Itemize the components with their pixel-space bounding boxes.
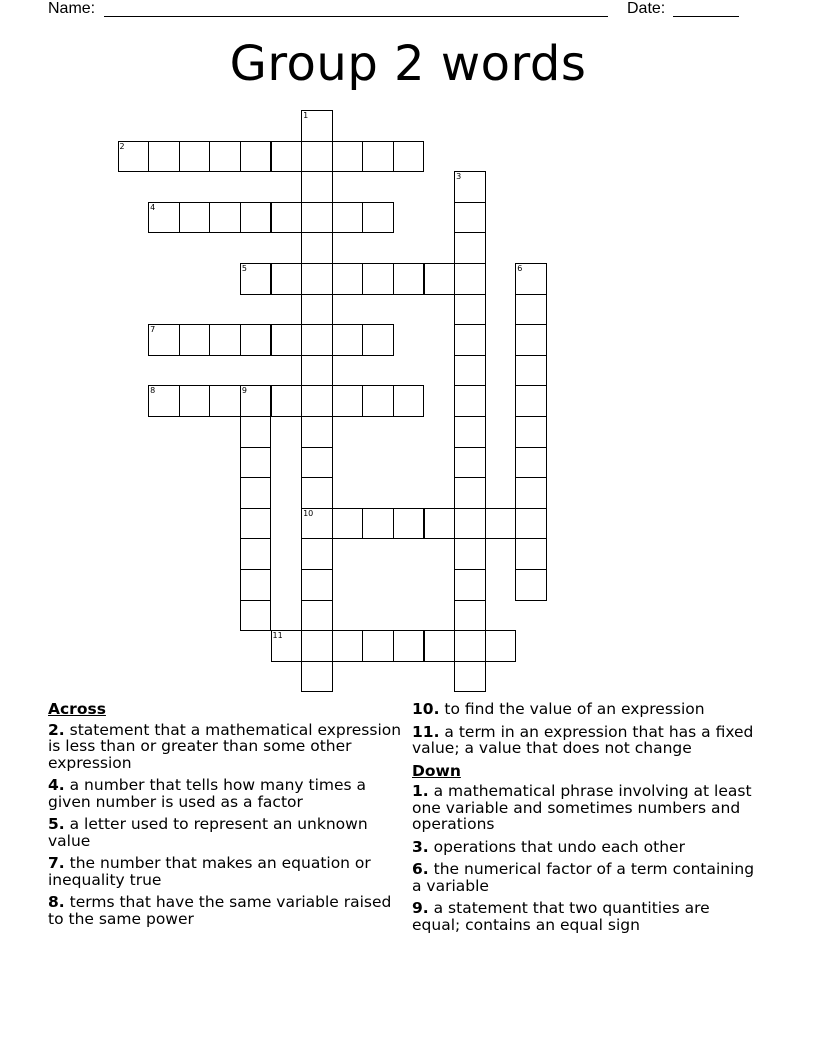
clue-across-4 xyxy=(48,777,408,810)
grid-cell[interactable] xyxy=(454,569,486,601)
grid-cell[interactable] xyxy=(301,630,333,662)
grid-cell[interactable] xyxy=(240,508,272,540)
grid-cell[interactable] xyxy=(332,141,364,173)
grid-cell[interactable] xyxy=(454,324,486,356)
grid-cell[interactable] xyxy=(179,141,211,173)
grid-cell[interactable] xyxy=(454,600,486,632)
cell-number: 11 xyxy=(272,631,283,641)
name-label: Name: xyxy=(48,0,96,17)
grid-cell[interactable] xyxy=(332,202,364,234)
grid-cell[interactable] xyxy=(362,324,394,356)
grid-cell[interactable] xyxy=(454,630,486,662)
grid-cell[interactable] xyxy=(301,263,333,295)
cell-number: 2 xyxy=(119,141,125,151)
grid-cell[interactable] xyxy=(454,508,486,540)
clue-number: 4. xyxy=(48,776,65,794)
grid-cell[interactable] xyxy=(240,447,272,479)
grid-cell[interactable] xyxy=(209,324,241,356)
grid-cell[interactable] xyxy=(454,538,486,570)
grid-cell[interactable] xyxy=(240,385,272,417)
grid-cell[interactable] xyxy=(393,385,425,417)
clue-text: the number that makes an equation or inequality true xyxy=(48,854,371,889)
grid-cell[interactable] xyxy=(240,324,272,356)
clue-across-5 xyxy=(48,816,408,849)
grid-cell[interactable] xyxy=(362,630,394,662)
grid-cell[interactable] xyxy=(301,600,333,632)
clue-number: 2. xyxy=(48,720,65,739)
clue-text: a statement that two quantities are equal; contains an equal sign xyxy=(412,899,710,934)
grid-cell[interactable] xyxy=(454,202,486,234)
clue-down-9 xyxy=(412,900,757,933)
grid-cell[interactable] xyxy=(301,661,333,693)
grid-cell[interactable] xyxy=(301,508,333,540)
grid-cell[interactable] xyxy=(393,508,425,540)
clue-text: a mathematical phrase involving at least one variable and sometimes numbers and operations xyxy=(412,782,752,833)
grid-cell[interactable] xyxy=(301,385,333,417)
grid-cell[interactable] xyxy=(301,232,333,264)
clue-across-11 xyxy=(412,724,757,757)
clue-across-8 xyxy=(48,894,408,927)
grid-cell[interactable] xyxy=(301,569,333,601)
cell-number: 5 xyxy=(241,264,247,273)
grid-cell[interactable] xyxy=(454,477,486,509)
cell-number: 10 xyxy=(303,508,314,518)
grid-cell[interactable] xyxy=(454,385,486,417)
clue-across-10 xyxy=(412,701,757,718)
grid-cell[interactable] xyxy=(271,263,303,295)
cell-number: 3 xyxy=(456,172,462,182)
clues-left-column xyxy=(48,701,408,933)
clue-number: 5. xyxy=(48,815,65,833)
grid-cell[interactable] xyxy=(515,508,547,540)
clue-text: a term in an expression that has a fixed value; a value that does not change xyxy=(412,722,754,757)
clue-text: to find the value of an expression xyxy=(444,700,705,718)
grid-cell[interactable] xyxy=(271,202,303,234)
grid-cell[interactable] xyxy=(454,416,486,448)
clue-number: 10. xyxy=(412,700,440,718)
grid-cell[interactable] xyxy=(271,324,303,356)
grid-cell[interactable] xyxy=(515,569,547,601)
grid-cell[interactable] xyxy=(301,324,333,356)
grid-cell[interactable] xyxy=(240,141,272,173)
grid-cell[interactable] xyxy=(240,202,272,234)
grid-cell[interactable] xyxy=(362,385,394,417)
grid-cell[interactable] xyxy=(240,538,272,570)
clue-down-3 xyxy=(412,839,757,856)
grid-cell[interactable] xyxy=(515,416,547,448)
grid-cell[interactable] xyxy=(454,232,486,264)
grid-cell[interactable] xyxy=(148,324,180,356)
grid-cell[interactable] xyxy=(454,263,486,295)
grid-cell[interactable] xyxy=(515,447,547,479)
grid-cell[interactable] xyxy=(515,324,547,356)
grid-cell[interactable] xyxy=(240,569,272,601)
grid-cell[interactable] xyxy=(454,447,486,479)
grid-cell[interactable] xyxy=(240,263,272,295)
cell-number: 9 xyxy=(241,386,247,396)
clue-text: terms that have the same variable raised to the same power xyxy=(48,893,392,928)
grid-cell[interactable] xyxy=(332,263,364,295)
grid-cell[interactable] xyxy=(301,355,333,387)
grid-cell[interactable] xyxy=(301,538,333,570)
grid-cell[interactable] xyxy=(148,202,180,234)
grid-cell[interactable] xyxy=(332,385,364,417)
grid-cell[interactable] xyxy=(454,294,486,326)
grid-cell[interactable] xyxy=(301,171,333,203)
grid-cell[interactable] xyxy=(485,630,517,662)
clue-number: 8. xyxy=(48,893,65,911)
grid-cell[interactable] xyxy=(301,477,333,509)
clue-across-7 xyxy=(48,855,408,888)
grid-cell[interactable] xyxy=(179,385,211,417)
grid-cell[interactable] xyxy=(148,141,180,173)
grid-cell[interactable] xyxy=(209,141,241,173)
cell-number: 7 xyxy=(150,325,156,335)
cell-number: 1 xyxy=(303,111,309,120)
grid-cell[interactable] xyxy=(424,263,456,295)
grid-cell[interactable] xyxy=(271,385,303,417)
clue-number: 3. xyxy=(412,837,429,856)
cell-number: 6 xyxy=(517,264,523,273)
clue-number: 11. xyxy=(412,722,440,741)
grid-cell[interactable] xyxy=(454,355,486,387)
grid-cell[interactable] xyxy=(362,508,394,540)
grid-cell[interactable] xyxy=(485,508,517,540)
cell-number: 4 xyxy=(150,202,156,212)
clue-text: statement that a mathematical expression is less than or greater than some other expression xyxy=(48,720,402,772)
grid-cell[interactable] xyxy=(515,355,547,387)
grid-cell[interactable] xyxy=(454,171,486,203)
grid-cell[interactable] xyxy=(209,385,241,417)
grid-cell[interactable] xyxy=(209,202,241,234)
grid-cell[interactable] xyxy=(240,416,272,448)
grid-cell[interactable] xyxy=(393,141,425,173)
grid-cell[interactable] xyxy=(179,202,211,234)
date-label: Date: xyxy=(627,0,666,17)
grid-cell[interactable] xyxy=(424,630,456,662)
clue-number: 6. xyxy=(412,860,429,878)
grid-cell[interactable] xyxy=(332,508,364,540)
grid-cell[interactable] xyxy=(118,141,150,173)
clue-number: 9. xyxy=(412,899,429,917)
clue-text: operations that undo each other xyxy=(433,837,685,856)
down-heading: Down xyxy=(412,761,461,780)
grid-cell[interactable] xyxy=(362,263,394,295)
grid-cell[interactable] xyxy=(179,324,211,356)
grid-cell[interactable] xyxy=(301,447,333,479)
clue-text: a number that tells how many times a given number is used as a factor xyxy=(48,776,367,811)
clues-right-column xyxy=(412,701,757,939)
grid-cell[interactable] xyxy=(301,110,333,142)
grid-cell[interactable] xyxy=(515,538,547,570)
grid-cell[interactable] xyxy=(301,202,333,234)
grid-cell[interactable] xyxy=(240,477,272,509)
grid-cell[interactable] xyxy=(148,385,180,417)
grid-cell[interactable] xyxy=(362,141,394,173)
clue-across-2 xyxy=(48,722,408,772)
grid-cell[interactable] xyxy=(301,294,333,326)
grid-cell[interactable] xyxy=(301,416,333,448)
clue-text: a letter used to represent an unknown value xyxy=(48,815,368,850)
clue-number: 7. xyxy=(48,854,65,872)
grid-cell[interactable] xyxy=(515,477,547,509)
clue-text: the numerical factor of a term containing a variable xyxy=(412,860,755,895)
grid-cell[interactable] xyxy=(271,630,303,662)
cell-number: 8 xyxy=(150,386,156,396)
grid-cell[interactable] xyxy=(362,202,394,234)
grid-cell[interactable] xyxy=(301,141,333,173)
page-title: Group 2 words xyxy=(229,36,587,92)
clue-number: 1. xyxy=(412,782,429,800)
clue-down-6 xyxy=(412,861,757,894)
grid-cell[interactable] xyxy=(393,263,425,295)
clue-down-1 xyxy=(412,783,757,833)
grid-cell[interactable] xyxy=(393,630,425,662)
grid-cell[interactable] xyxy=(332,630,364,662)
across-heading: Across xyxy=(48,700,106,718)
grid-cell[interactable] xyxy=(271,141,303,173)
grid-cell[interactable] xyxy=(515,385,547,417)
grid-cell[interactable] xyxy=(240,600,272,632)
grid-cell[interactable] xyxy=(515,294,547,326)
grid-cell[interactable] xyxy=(424,508,456,540)
grid-cell[interactable] xyxy=(332,324,364,356)
grid-cell[interactable] xyxy=(454,661,486,693)
grid-cell[interactable] xyxy=(515,263,547,295)
